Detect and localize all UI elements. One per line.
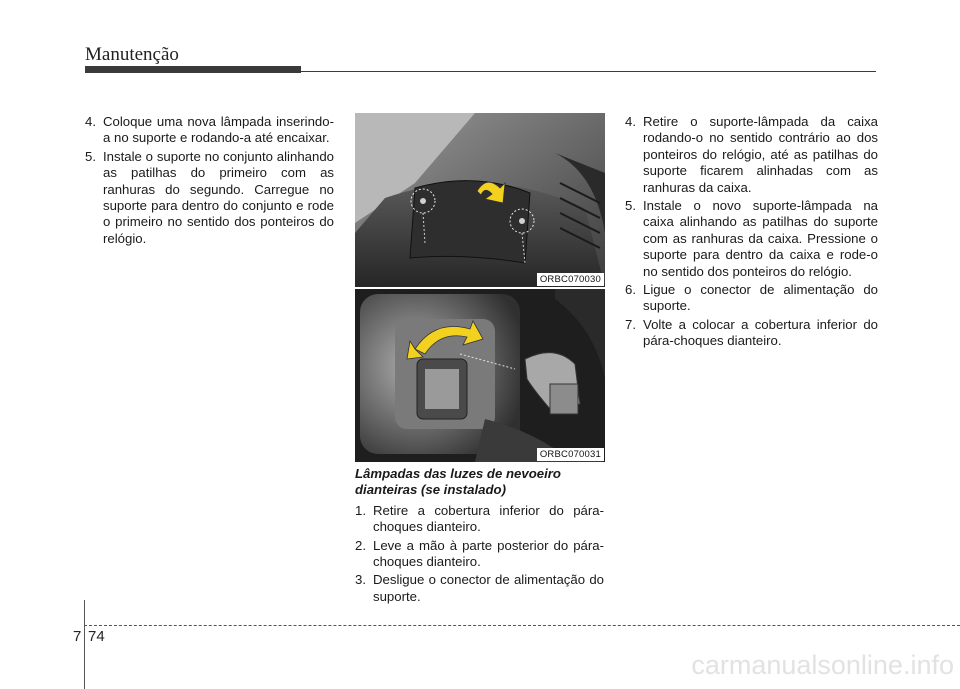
- step-text: Leve a mão à parte posterior do pára-choques dianteiro.: [373, 537, 604, 570]
- step-number: 4.: [85, 114, 96, 129]
- right-column: [625, 114, 878, 352]
- step-1: [355, 503, 604, 536]
- step-6: [625, 282, 878, 315]
- step-2: [355, 538, 604, 571]
- step-text: Desligue o conector de alimentação do suporte.: [373, 572, 604, 604]
- step-text: Retire o suporte-lâmpada da caixa rodando-o no sentido contrário ao dos ponteiros do relógio, até as patilhas do suporte ficarem alinhadas com as ranhuras da caixa.: [643, 114, 878, 195]
- section-title: Lâmpadas das luzes de nevoeiro dianteiras (se instalado): [355, 466, 561, 498]
- step-7: [625, 317, 878, 350]
- page-number: 74: [88, 628, 105, 645]
- figure-bumper-cover-photo: [355, 113, 605, 287]
- chapter-number: 7: [73, 628, 82, 645]
- step-number: 6.: [625, 282, 636, 298]
- step-number: 3.: [355, 572, 366, 588]
- step-text: Instale o novo suporte-lâmpada na caixa alinhando as patilhas do suporte com as ranhuras da caixa. Pressione o suporte para dentro da caixa e rode-o no sentido dos ponteiros do relógio.: [643, 198, 878, 279]
- step-3: [355, 572, 604, 605]
- figure-caption: ORBC070031: [537, 448, 604, 461]
- left-column: [85, 114, 334, 249]
- step-number: 1.: [355, 502, 366, 518]
- figure-caption: ORBC070030: [537, 273, 604, 286]
- step-number: 4.: [625, 114, 636, 129]
- step-number: 5.: [625, 198, 636, 214]
- fog-lamp-socket-illustration: [355, 289, 605, 462]
- footer-divider-vertical: [84, 600, 85, 689]
- step-5: [625, 198, 878, 280]
- step-4: [85, 114, 334, 147]
- step-text: Instale o suporte no conjunto alinhando as patilhas do primeiro com as ranhuras do segundo. Carregue no suporte para dentro do conjunto e rode o primeiro no sentido dos ponteiros do relógio.: [103, 148, 334, 246]
- step-number: 2.: [355, 537, 366, 553]
- step-text: Ligue o conector de alimentação do suporte.: [643, 282, 878, 314]
- step-text: Retire a cobertura inferior do pára-choques dianteiro.: [373, 502, 604, 535]
- bumper-cover-illustration: [355, 113, 605, 287]
- middle-column: [355, 466, 604, 607]
- step-number: 7.: [625, 316, 636, 332]
- step-text: Volte a colocar a cobertura inferior do pára-choques dianteiro.: [643, 316, 878, 349]
- header-rule: [301, 71, 876, 72]
- step-5: [85, 149, 334, 247]
- step-4: [625, 114, 878, 196]
- header-bar: [85, 66, 301, 73]
- page-header-title: Manutenção: [85, 44, 179, 65]
- figure-fog-lamp-socket-photo: [355, 289, 605, 462]
- step-number: 5.: [85, 148, 96, 164]
- step-text: Coloque uma nova lâmpada inserindo-a no suporte e rodando-a até encaixar.: [103, 114, 334, 146]
- watermark: carmanualsonline.info: [691, 650, 954, 680]
- footer-dashed-rule: [84, 625, 960, 626]
